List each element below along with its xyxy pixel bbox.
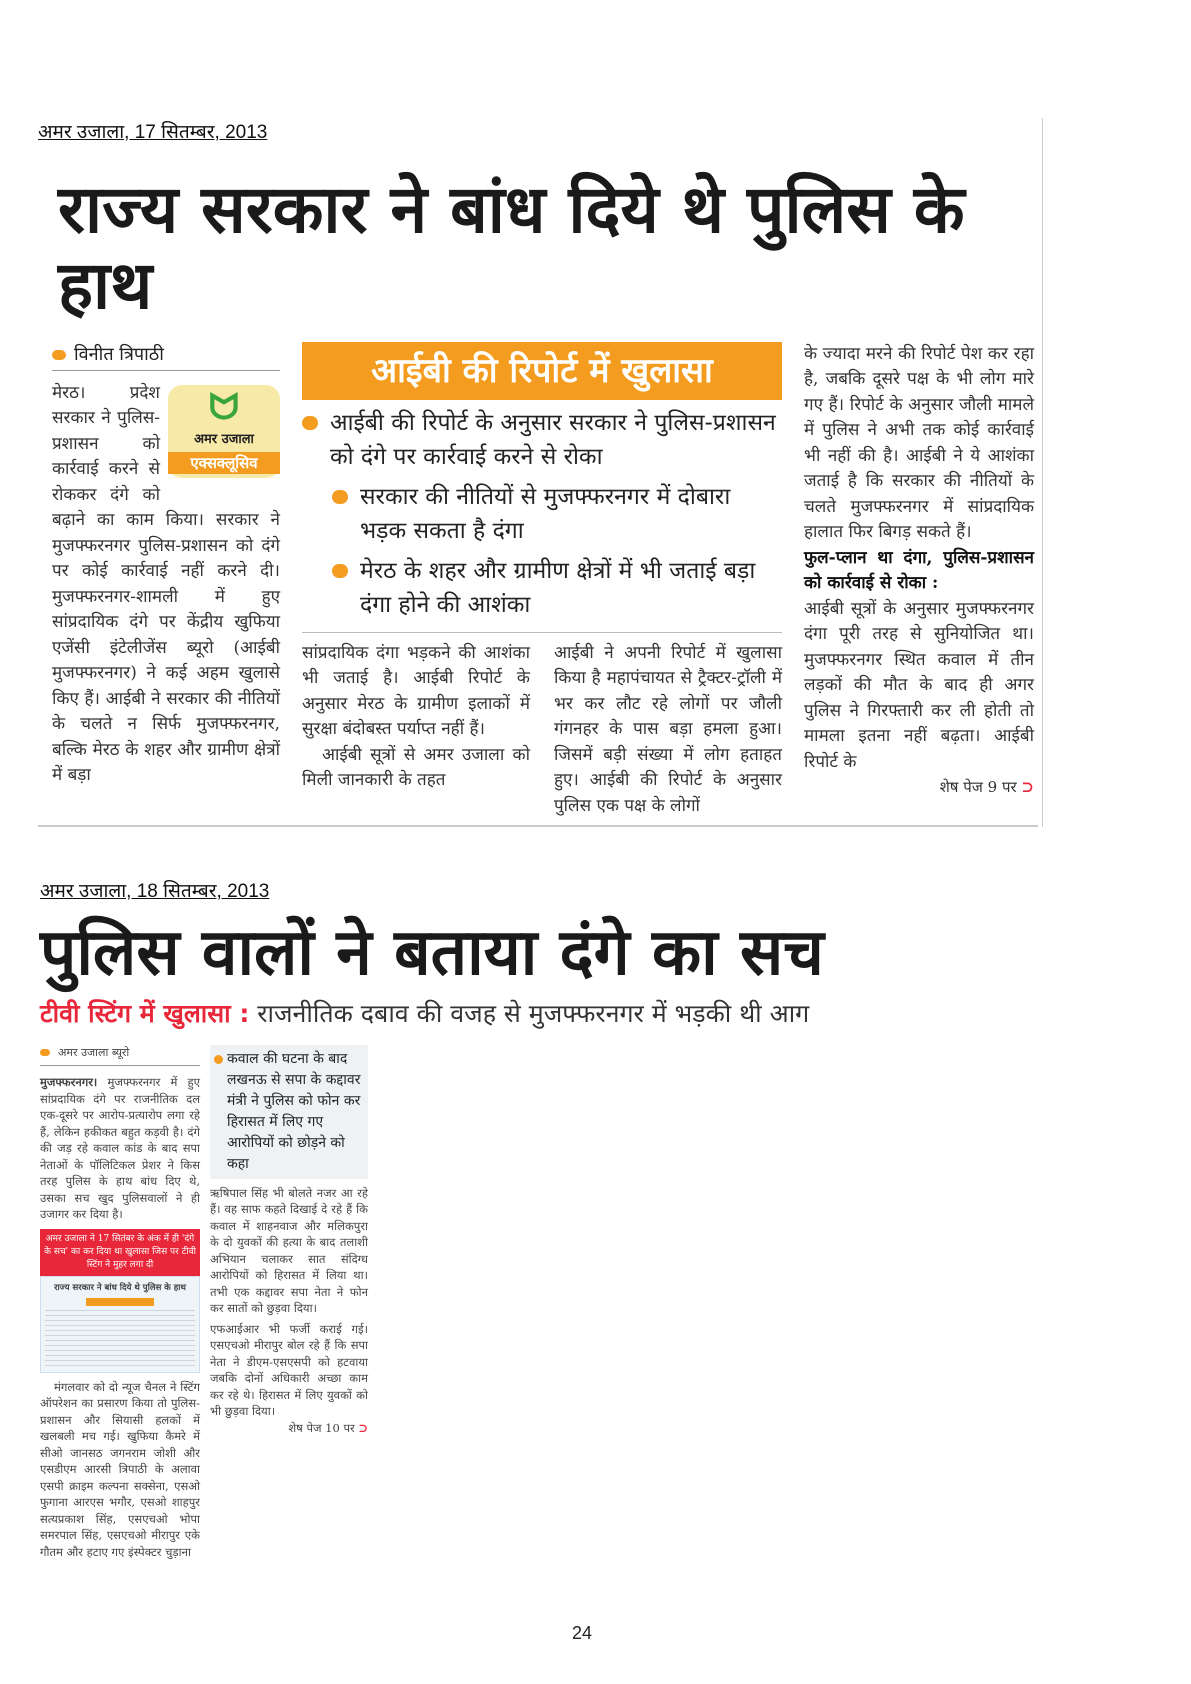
clip1-column-1 [52,342,280,820]
clip1-column-4 [804,342,1034,820]
clip1-center [302,342,782,820]
logo-tag: एक्सक्लूसिव [168,452,280,474]
bullet-icon [332,564,348,578]
clip1 [38,118,1043,827]
bullet-icon [332,490,348,504]
clip2-byline [40,1045,200,1067]
clip2-column-2 [210,1045,368,1561]
bullet-icon [302,416,318,430]
bullet-text: मेरठ के शहर और ग्रामीण क्षेत्रों में भी जताई बड़ा दंगा होने की आशंका [360,557,756,618]
dateline: मुजफ्फरनगर। [40,1075,98,1090]
clip2 [40,877,890,1560]
thumbnail-banner [86,1298,154,1306]
clip2-date: अमर उजाला, 18 सितम्बर, 2013 [40,881,270,903]
column-text: मुजफ्फरनगर में हुए सांप्रदायिक दंगे पर राजनीतिक दल एक-दूसरे पर आरोप-प्रत्यारोप लगा रहे हैं, लेकिन हकीकत बहुत कड़वी है। दंगे की जड़ रहे कवाल कांड के बाद सपा नेताओं के पॉलिटिकल प्रेशर ने किस तरह पुलिस के हाथ बांध दिए थे, उसका सच खुद पुलिसवालों ने ही उजागर कर दिया है। [40,1075,201,1222]
logo-brand: अमर उजाला [194,431,254,447]
continued-label: शेष पेज 10 पर [288,1420,355,1435]
clip1-thumbnail [40,1276,200,1373]
page-number: 24 [572,1623,593,1643]
clip2-highlight-box [210,1045,368,1179]
highlight-text: कवाल की घटना के बाद लखनऊ से सपा के कद्दावर मंत्री ने पुलिस को फोन कर हिरासत में लिए गए आरोपियों को छोड़ने को कहा [227,1050,361,1172]
subheadline-text: राजनीतिक दबाव की वजह से मुजफ्फरनगर में भड़की थी आग [257,998,810,1028]
clip1-banner: आईबी की रिपोर्ट में खुलासा [302,342,782,400]
thumbnail-text [45,1310,195,1366]
column-text: सांप्रदायिक दंगा भड़कने की आशंका भी जताई है। आईबी रिपोर्ट के अनुसार मेरठ के ग्रामीण इलाकों में सुरक्षा बंदोबस्त पर्याप्त नहीं हैं। [302,642,530,740]
arrow-icon: ⊃ [1021,778,1034,797]
column-text: एफआईआर भी फर्जी कराई गई। एसएचओ मीरापुर बोल रहे हैं कि सपा नेता ने डीएम-एसएसपी को हटवाया जबकि दोनों अधिकारी अच्छा काम कर रहे थे। हिरासत में लिए युवकों को भी छुड़वा दिया। [210,1321,368,1419]
clip2-subheadline [40,997,890,1031]
clip1-column-3 [554,641,782,820]
bullet-icon [40,1049,50,1056]
column-text: ऋषिपाल सिंह भी बोलते नजर आ रहे हैं। वह साफ कहते दिखाई दे रहे हैं कि कवाल में शाहनवाज और मलिकपुरा के दो युवकों की हत्या के बाद तलाशी अभियान चलाकर सात संदिग्ध आरोपियों को हिरासत में लिया था। तभी एक कद्दावर सपा नेता ने फोन कर सातों को छुड़वा दिया। [210,1185,368,1316]
clip1-column-2 [302,641,530,820]
logo-icon: ᗢ [209,386,239,428]
arrow-icon: ⊃ [358,1420,368,1435]
clip2-body [40,1045,370,1561]
subheadline-red: टीवी स्टिंग में खुलासा : [40,998,250,1028]
column-text: आईबी ने अपनी रिपोर्ट में खुलासा किया है महापंचायत से ट्रैक्टर-ट्रॉली में भर कर लौट रहे लोगों पर जौली गंगनहर के पास बड़ा हमला हुआ। जिसमें बड़ी संख्या में लोग हताहत हुए। आईबी की रिपोर्ट के अनुसार पुलिस एक पक्ष के लोगों [554,642,782,816]
exclusive-logo [168,385,280,478]
byline-text: विनीत त्रिपाठी [74,343,164,365]
column-text: मेरठ। प्रदेश सरकार ने पुलिस-प्रशासन को कार्रवाई करने से रोककर दंगे को बढ़ाने का काम किया। सरकार ने मुजफ्फरनगर पुलिस-प्रशासन को दंगे पर कोई कार्रवाई नहीं करने दी। मुजफ्फरनगर-शामली में हुए सांप्रदायिक दंगे पर केंद्रीय खुफिया एजेंसी इंटेलीजेंस ब्यूरो (आईबी मुजफ्फरनगर) ने कई अहम खुलासे किए हैं। आईबी ने सरकार की नीतियों के चलते न सिर्फ मुजफ्फरनगर, बल्कि मेरठ के शहर और ग्रामीण क्षेत्रों में बड़ा [52,382,280,786]
clip1-headline: राज्य सरकार ने बांध दिये थे पुलिस के हाथ [58,171,965,324]
clip2-headline: पुलिस वालों ने बताया दंगे का सच [40,916,824,991]
thumbnail-headline: राज्य सरकार ने बांध दिये थे पुलिस के हाथ [54,1282,186,1293]
bullet-icon [52,350,66,360]
column-text: आईबी सूत्रों से अमर उजाला को मिली जानकारी के तहत [302,744,530,791]
clip1-bullets [302,406,782,622]
clip1-date: अमर उजाला, 17 सितम्बर, 2013 [38,122,268,143]
bullet-text: आईबी की रिपोर्ट के अनुसार सरकार ने पुलिस-प्रशासन को दंगे पर कार्रवाई करने से रोका [330,409,776,470]
clip1-byline [52,342,280,371]
column-text: मंगलवार को दो न्यूज चैनल ने स्टिंग ऑपरेशन का प्रसारण किया तो पुलिस-प्रशासन और सियासी हलकों में खलबली मच गई। खुफिया कैमरे में सीओ जानसठ जगनराम जोशी और एसडीएम आरसी त्रिपाठी के अलावा एसपी क्राइम कल्पना सक्सेना, एसओ फुगाना आरएस भगौर, एसओ शाहपुर सत्यप्रकाश सिंह, एसएचओ भोपा समरपाल सिंह, एसएचओ मीरापुर एके गौतम और हटाए गए इंस्पेक्टर चुड़ाना [40,1379,200,1559]
red-callout: अमर उजाला ने 17 सितंबर के अंक में ही 'दंगे के सच' का कर दिया था खुलासा जिस पर टीवी स्टिंग ने मुहर लगा दी [40,1229,200,1276]
column-text: आईबी सूत्रों के अनुसार मुजफ्फरनगर दंगा पूरी तरह से सुनियोजित था। मुजफ्फरनगर स्थित कवाल में तीन लड़कों की मौत के बाद ही अगर पुलिस ने गिरफ्तारी कर ली होती तो मामला इतना नहीं बढ़ता। आईबी रिपोर्ट के [804,598,1034,772]
clip2-column-1 [40,1045,200,1561]
bullet-icon [214,1055,223,1064]
continued-label: शेष पेज 9 पर [939,778,1017,797]
column-text: के ज्यादा मरने की रिपोर्ट पेश कर रहा है, जबकि दूसरे पक्ष के भी लोग मारे गए हैं। रिपोर्ट के अनुसार जौली मामले में पुलिस ने अभी तक कोई कार्रवाई भी नहीं की है। आईबी ने ये आशंका जताई है कि सरकार की नीतियों के चलते मुजफ्फरनगर में सांप्रदायिक हालात फिर बिगड़ सकते हैं। [804,343,1034,543]
bullet-text: सरकार की नीतियों से मुजफ्फरनगर में दोबारा भड़क सकता है दंगा [360,483,731,544]
byline-text: अमर उजाला ब्यूरो [58,1045,130,1059]
column-subhead: फुल-प्लान था दंगा, पुलिस-प्रशासन को कार्रवाई से रोका : [804,547,1034,594]
divider [302,632,782,633]
clip1-reference-figure [40,1229,200,1373]
clip1-body [38,342,1038,828]
